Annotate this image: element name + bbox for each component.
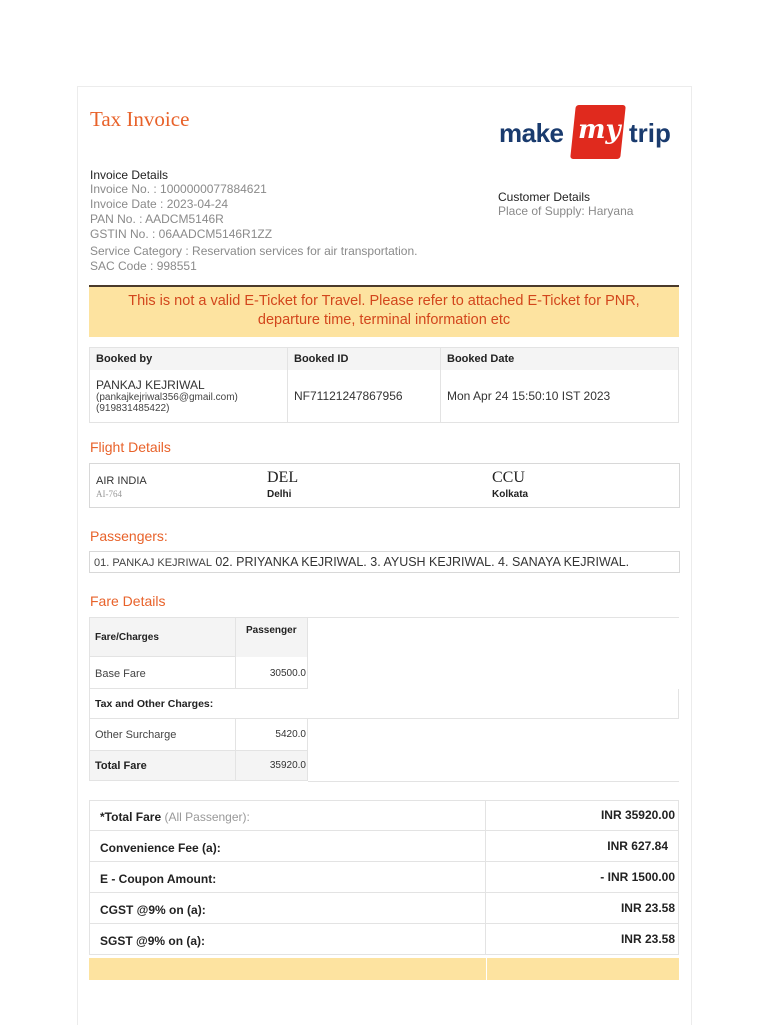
summary-total-fare-label: *Total Fare xyxy=(100,810,162,824)
booking-header-row xyxy=(90,348,679,371)
convenience-fee-value: INR 627.84 xyxy=(607,839,668,853)
passenger-first: 01. PANKAJ KEJRIWAL xyxy=(94,557,212,569)
cgst-label: CGST @9% on (a): xyxy=(100,903,206,917)
notice-line-1: This is not a valid E-Ticket for Travel. Please refer to attached E-Ticket for PNR, xyxy=(128,293,640,309)
customer-details-heading: Customer Details xyxy=(498,190,591,204)
origin-city: Delhi xyxy=(267,489,292,500)
fare-header-rule xyxy=(308,617,679,618)
sac-code: SAC Code : 998551 xyxy=(90,259,197,273)
other-surcharge-value: 5420.0 xyxy=(275,729,306,740)
origin-code: DEL xyxy=(267,469,299,486)
coupon-amount-label: E - Coupon Amount: xyxy=(100,872,217,886)
booker-name: PANKAJ KEJRIWAL xyxy=(96,378,205,392)
summary-total-fare-note: (All Passenger): xyxy=(164,810,250,824)
coupon-amount-value: - INR 1500.00 xyxy=(600,870,675,884)
airline-name: AIR INDIA xyxy=(96,475,147,487)
base-fare-value: 30500.0 xyxy=(269,668,306,679)
destination-code: CCU xyxy=(492,469,525,486)
place-of-supply: Place of Supply: Haryana xyxy=(498,204,634,218)
invoice-no: Invoice No. : 1000000077884621 xyxy=(90,182,267,196)
pan-no: PAN No. : AADCM5146R xyxy=(90,212,224,226)
col-booked-id: Booked ID xyxy=(288,348,441,371)
flight-details-heading: Flight Details xyxy=(90,439,171,455)
total-fare-label: Total Fare xyxy=(95,760,147,772)
notice-line-2: departure time, terminal information etc xyxy=(257,312,511,328)
passengers-heading: Passengers: xyxy=(90,528,168,544)
logo-make-text: make xyxy=(499,118,564,148)
service-category: Service Category : Reservation services for air transportation. xyxy=(90,244,418,258)
passenger-col-header-bg xyxy=(236,617,308,657)
fare-table xyxy=(89,617,679,788)
makemytrip-logo xyxy=(498,105,678,161)
cgst-value: INR 23.58 xyxy=(620,901,675,915)
col-fare-charges: Fare/Charges xyxy=(95,632,159,643)
sgst-label: SGST @9% on (a): xyxy=(100,934,206,948)
summary-footer-right xyxy=(487,958,679,980)
booking-table xyxy=(89,347,679,423)
col-passenger: Passenger xyxy=(246,625,297,636)
booking-row xyxy=(90,370,679,423)
summary-footer-left xyxy=(89,958,486,980)
col-booked-by: Booked by xyxy=(90,348,288,371)
passenger-rest: 02. PRIYANKA KEJRIWAL. 3. AYUSH KEJRIWAL. 4. SANAYA KEJRIWAL. xyxy=(215,555,630,569)
destination-city: Kolkata xyxy=(492,489,529,500)
tax-heading: Tax and Other Charges: xyxy=(95,698,214,710)
summary-total-fare xyxy=(100,810,250,824)
summary-total-fare-value: INR 35920.00 xyxy=(600,808,675,822)
invoice-details-heading: Invoice Details xyxy=(90,168,169,182)
booked-date: Mon Apr 24 15:50:10 IST 2023 xyxy=(441,370,679,423)
logo-my-text: my xyxy=(578,115,621,145)
convenience-fee-label: Convenience Fee (a): xyxy=(100,841,221,855)
gstin-no: GSTIN No. : 06AADCM5146R1ZZ xyxy=(90,227,273,241)
customer-details xyxy=(498,190,633,219)
booked-id: NF71121247867956 xyxy=(288,370,441,423)
booker-phone: (919831485422) xyxy=(96,403,170,414)
page-title: Tax Invoice xyxy=(90,107,190,131)
col-booked-date: Booked Date xyxy=(441,348,679,371)
fare-bottom-rule xyxy=(308,781,679,782)
total-fare-value: 35920.0 xyxy=(269,760,306,771)
sgst-value: INR 23.58 xyxy=(620,932,675,946)
flight-number: AI-764 xyxy=(96,489,122,499)
invoice-page xyxy=(77,86,692,1025)
invoice-details xyxy=(90,168,417,274)
booked-by-cell xyxy=(90,370,288,423)
invoice-date: Invoice Date : 2023-04-24 xyxy=(90,197,229,211)
fare-details-heading: Fare Details xyxy=(90,593,166,609)
base-fare-label: Base Fare xyxy=(95,668,146,680)
other-surcharge-label: Other Surcharge xyxy=(95,729,177,741)
logo-trip-text: trip xyxy=(629,118,671,148)
flight-details-box xyxy=(89,463,680,508)
booker-email: (pankajkejriwal356@gmail.com) xyxy=(96,392,238,403)
passengers-box xyxy=(89,551,680,573)
eticket-notice xyxy=(89,285,679,337)
